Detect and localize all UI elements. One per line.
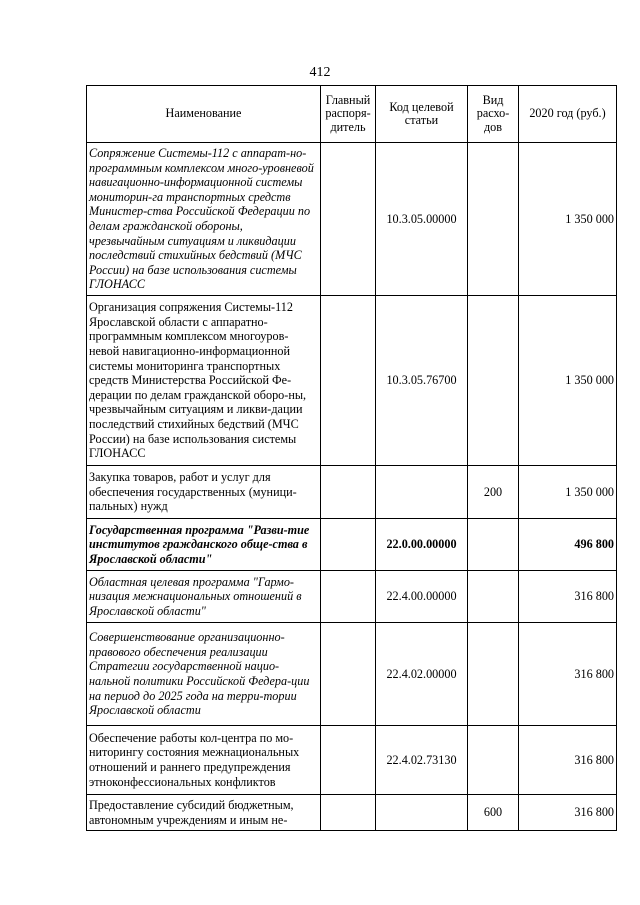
row-vid: 600 (468, 795, 519, 831)
row-code: 22.4.02.00000 (376, 623, 468, 726)
table-body (87, 143, 617, 831)
row-name: Предоставление субсидий бюджетным, автономным учреждениям и иным не- (87, 795, 321, 831)
table-row (87, 623, 617, 726)
row-sum: 316 800 (519, 795, 617, 831)
table-row (87, 795, 617, 831)
row-sum: 316 800 (519, 623, 617, 726)
row-code: 22.4.00.00000 (376, 571, 468, 623)
row-code: 22.4.02.73130 (376, 726, 468, 795)
table-row (87, 726, 617, 795)
table-row (87, 466, 617, 519)
row-code (376, 466, 468, 519)
header-glavny: Главный распоря-дитель (321, 86, 376, 143)
row-glavny (321, 296, 376, 466)
row-vid (468, 296, 519, 466)
row-code: 22.0.00.00000 (376, 519, 468, 571)
row-glavny (321, 795, 376, 831)
row-vid (468, 571, 519, 623)
budget-table (86, 85, 617, 831)
row-glavny (321, 466, 376, 519)
row-vid: 200 (468, 466, 519, 519)
row-glavny (321, 519, 376, 571)
row-glavny (321, 623, 376, 726)
row-glavny (321, 571, 376, 623)
header-sum: 2020 год (руб.) (519, 86, 617, 143)
row-sum: 316 800 (519, 571, 617, 623)
row-vid (468, 726, 519, 795)
row-name: Сопряжение Системы-112 с аппарат-но-программным комплексом много-уровневой навигационно-информационной системы мониторин-га транспортных средств Министер-ства Российской Федерации по делам гражданской обороны, чрезвычайным ситуациям и ликвидации последствий стихийных бедствий (МЧС России) на базе использования системы ГЛОНАСС (87, 143, 321, 296)
row-vid (468, 143, 519, 296)
row-sum: 316 800 (519, 726, 617, 795)
row-vid (468, 519, 519, 571)
row-code: 10.3.05.76700 (376, 296, 468, 466)
table-row (87, 571, 617, 623)
row-name: Государственная программа "Разви-тие институтов гражданского обще-ства в Ярославской области" (87, 519, 321, 571)
table-row (87, 519, 617, 571)
header-code: Код целевой статьи (376, 86, 468, 143)
page-number: 412 (309, 65, 331, 80)
row-sum: 1 350 000 (519, 143, 617, 296)
row-vid (468, 623, 519, 726)
row-name: Обеспечение работы кол-центра по мо-ниторингу состояния межнациональных отношений и раннего предупреждения этноконфессиональных конфликтов (87, 726, 321, 795)
row-glavny (321, 143, 376, 296)
table-header-row (87, 86, 617, 143)
header-name: Наименование (87, 86, 321, 143)
row-name: Организация сопряжения Системы-112 Ярославской области с аппаратно-программным комплексом многоуров-невой навигационно-информационной системы мониторинга транспортных средств Министерства Российской Фе-дерации по делам гражданской оборо-ны, чрезвычайным ситуациям и ликви-дации последствий стихийных бедствий (МЧС России) на базе использования системы ГЛОНАСС (87, 296, 321, 466)
table-row (87, 143, 617, 296)
row-code (376, 795, 468, 831)
row-sum: 496 800 (519, 519, 617, 571)
row-sum: 1 350 000 (519, 296, 617, 466)
row-glavny (321, 726, 376, 795)
row-name: Закупка товаров, работ и услуг для обеспечения государственных (муници-пальных) нужд (87, 466, 321, 519)
row-name: Совершенствование организационно-правового обеспечения реализации Стратегии государственной нацио-нальной политики Российской Федера-ции на период до 2025 года на терри-тории Ярославской области (87, 623, 321, 726)
table-row (87, 296, 617, 466)
row-name: Областная целевая программа "Гармо-низация межнациональных отношений в Ярославской области" (87, 571, 321, 623)
row-sum: 1 350 000 (519, 466, 617, 519)
row-code: 10.3.05.00000 (376, 143, 468, 296)
header-vid: Вид расхо-дов (468, 86, 519, 143)
